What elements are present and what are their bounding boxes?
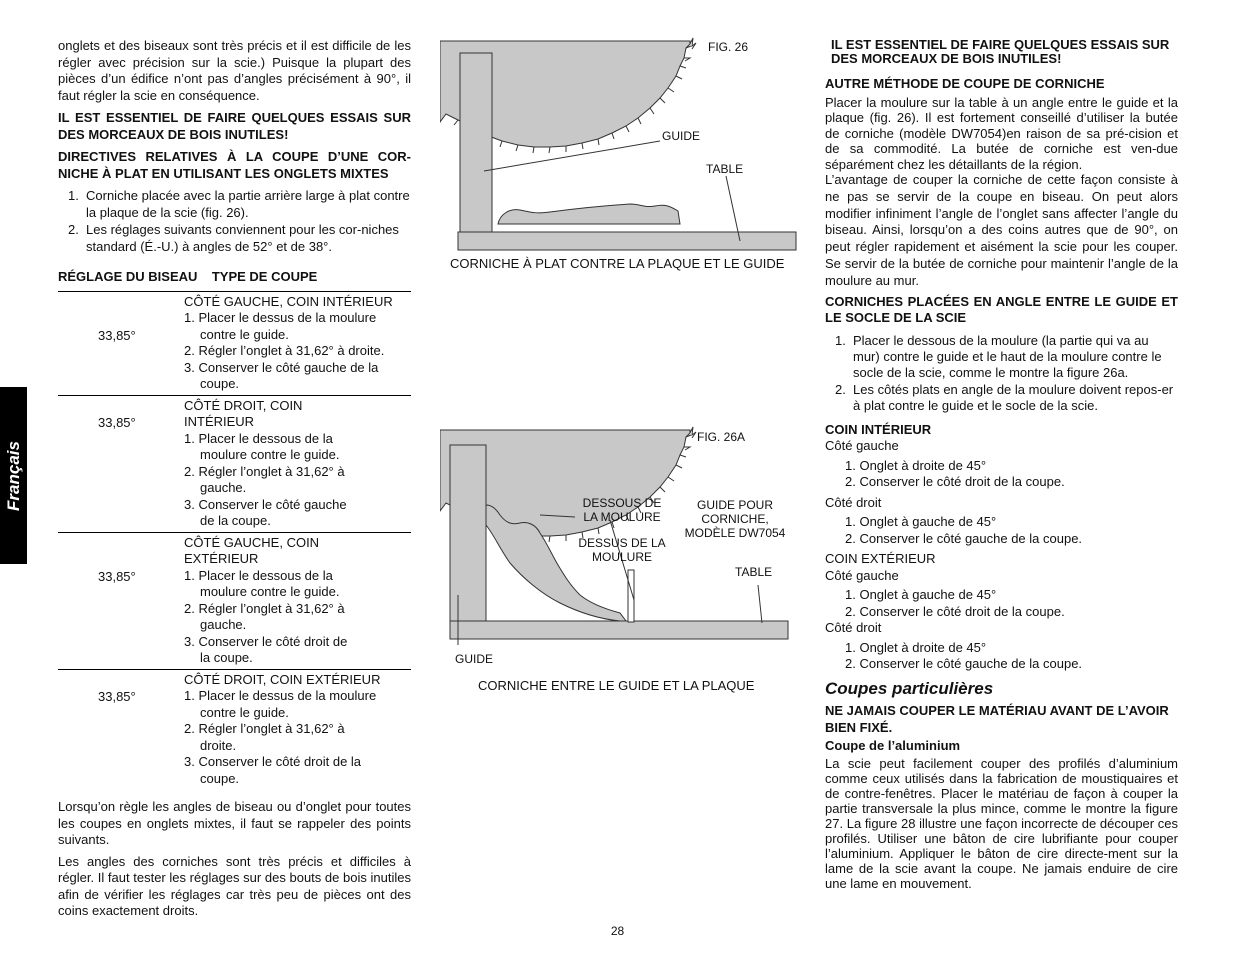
outro-paragraph-1: Lorsqu’on règle les angles de biseau ou d’onglet pour toutes les coupes en onglets mixtes, il faut se rappeler des points suivants.: [58, 799, 411, 847]
degree-cell: 33,85°: [58, 669, 184, 789]
table-row: [58, 395, 411, 532]
fig26a-dessous-label: DESSOUS DE LA MOULURE: [582, 496, 662, 524]
list-item: 1. Onglet à gauche de 45°: [845, 514, 997, 530]
angle-list: [825, 333, 1178, 414]
table-plate: [450, 621, 788, 639]
cote-gauche-label: Côté gauche: [825, 567, 899, 583]
table-row: [58, 669, 411, 789]
cote-droit-label: Côté droit: [825, 620, 882, 636]
fig26a-label: FIG. 26A: [697, 430, 746, 444]
table-plate: [458, 232, 796, 250]
bevel-table: [58, 291, 411, 790]
ce-droit-list: [825, 640, 1178, 673]
type-cell: CÔTÉ GAUCHE, COIN INTÉRIEUR 1. Placer le dessus de la moulure contre le guide. 2. Régler l’onglet à 31,62° à droite. 3. Conserver le côté gauche de la coupe.: [184, 291, 411, 395]
autre-heading: AUTRE MÉTHODE DE COUPE DE CORNICHE: [825, 76, 1105, 91]
left-column: [58, 38, 411, 925]
fig26-table-label: TABLE: [706, 162, 744, 176]
fig26a-table-label: TABLE: [735, 565, 773, 579]
fig26-guide-label: GUIDE: [662, 129, 701, 143]
warning-text: IL EST ESSENTIEL DE FAIRE QUELQUES ESSAIS SUR DES MORCEAUX DE BOIS INUTILES!: [831, 37, 1170, 66]
intro-paragraph: onglets et des biseaux sont très précis et il est difficile de les régler avec précision sur la scie.) Puisque la plupart des pièces d’un édifice n’ont pas d’angles précisément à 90°, il faut régler la scie en conséquence.: [58, 38, 411, 103]
crown-molding: [498, 204, 680, 224]
fig26a-guide-pour-label: GUIDE POUR CORNICHE, MODÈLE DW7054: [684, 498, 786, 540]
ne-jamais-warning: NE JAMAIS COUPER LE MATÉRIAU AVANT DE L’AVOIR BIEN FIXÉ.: [825, 703, 1169, 735]
list-item: 2. Les côtés plats en angle de la moulure doivent repos-er à plat contre le guide et le socle de la scie.: [835, 381, 1174, 413]
list-item: 2. Conserver le côté gauche de la coupe.: [845, 530, 1083, 546]
degree-cell: 33,85°: [58, 532, 184, 669]
coin-exterieur-heading: COIN EXTÉRIEUR: [825, 551, 936, 567]
ce-gauche-list: [825, 587, 1178, 620]
ci-droit-list: [825, 514, 1178, 547]
fig26a-dessus-label: DESSUS DE LA MOULURE: [578, 536, 666, 564]
table-row: [58, 291, 411, 395]
degree-cell: 33,85°: [58, 291, 184, 395]
warning-text: IL EST ESSENTIEL DE FAIRE QUELQUES ESSAIS SUR DES MORCEAUX DE BOIS INUTILES!: [58, 110, 411, 142]
outro-paragraph-2: Les angles des corniches sont très précis et difficiles à régler. Il faut tester les réglages sur des bouts de bois inutiles afin de vérifier les réglages car très peu de pièces ont des coins exactement droits.: [58, 853, 411, 918]
type-cell: CÔTÉ DROIT, COIN INTÉRIEUR 1. Placer le dessous de la moulure contre le guide. 2. Régler l’onglet à 31,62° à gauche. 3. Conserver le côté gauche de la coupe.: [184, 395, 411, 532]
list-item: 1. Corniche placée avec la partie arrière large à plat contre la plaque de la scie (fig. 26).: [68, 188, 410, 220]
fence: [450, 445, 486, 622]
table-leader: [726, 176, 740, 241]
fig26a-caption: CORNICHE ENTRE LE GUIDE ET LA PLAQUE: [478, 678, 755, 693]
coin-interieur-heading: COIN INTÉRIEUR: [825, 421, 932, 437]
type-cell: CÔTÉ GAUCHE, COIN EXTÉRIEUR 1. Placer le dessous de la moulure contre le guide. 2. Régler l’onglet à 31,62° à gauche. 3. Conserver le côté droit de la coupe.: [184, 532, 411, 669]
ci-gauche-list: [825, 458, 1178, 491]
degree-cell: 33,85°: [58, 395, 184, 532]
aluminium-paragraph: La scie peut facilement couper des profilés d’aluminium comme ceux utilisés dans la fabrication de moustiquaires et de contre-fenêtres. Placer le matériau de façon à couper la partie transversale la plus mince, comme le montre la figure 27. La figure 28 illustre une façon incorrecte de découper ces profilés. Utiliser une bâton de cire lubrifiante pour couper l’aluminium. Appliquer le bâton de cire directe-ment sur la lame de la scie avant la coupe. Ne jamais enduire de cire une lame en mouvement.: [825, 755, 1178, 891]
list-item: 2. Les réglages suivants conviennent pour les cor-niches standard (É.-U.) à angles de 52° et de 38°.: [68, 222, 399, 254]
autre-paragraph-2: L’avantage de couper la corniche de cette façon consiste à ne pas se servir de la coupe en biseau. On peut alors modifier infiniment l’angle de l’onglet sans affecter l’angle du biseau. Ainsi, lorsqu’on a des coins autres que de 90°, on peut régler rapidement et aisément la scie pour les couper. Se servir de la butée de corniche pour maintenir l’angle de la moulure au mur.: [825, 172, 1178, 288]
guide-leader: [484, 141, 660, 171]
fence: [460, 53, 492, 233]
list-item: 1. Onglet à droite de 45°: [845, 639, 987, 655]
list-item: 1. Onglet à gauche de 45°: [845, 587, 997, 603]
directives-list: [58, 188, 411, 255]
fig26-illustration: [440, 36, 800, 256]
angle-heading: CORNICHES PLACÉES EN ANGLE ENTRE LE GUIDE ET LE SOCLE DE LA SCIE: [825, 293, 1178, 326]
autre-paragraph-1: Placer la moulure sur la table à un angle entre le guide et la plaque (fig. 26). Il est fortement conseillé d’utiliser la butée de corniche (modèle DW7054)en raison de sa pré-cision et de sa commodité. La butée de corniche est ven-due séparément chez les détaillants de la région.: [825, 94, 1178, 172]
cote-gauche-label: Côté gauche: [825, 438, 899, 454]
page-number: 28: [610, 924, 625, 938]
cote-droit-label: Côté droit: [825, 494, 882, 510]
list-item: 1. Onglet à droite de 45°: [845, 457, 987, 473]
list-item: 2. Conserver le côté droit de la coupe.: [845, 603, 1065, 619]
fig26-label: FIG. 26: [708, 40, 749, 54]
list-item: 2. Conserver le côté droit de la coupe.: [845, 474, 1065, 490]
language-tab-label: Français: [3, 440, 23, 511]
directives-heading: DIRECTIVES RELATIVES À LA COUPE D’UNE COR-NICHE À PLAT EN UTILISANT LES ONGLETS MIXTES: [58, 149, 411, 181]
table-leader: [758, 585, 762, 623]
aluminium-heading: Coupe de l’aluminium: [825, 738, 961, 754]
fig26-caption: CORNICHE À PLAT CONTRE LA PLAQUE ET LE GUIDE: [450, 256, 785, 271]
fig26a-guide-label: GUIDE: [455, 652, 494, 666]
coupes-heading: Coupes particulières: [825, 678, 994, 698]
table-heading: RÉGLAGE DU BISEAU TYPE DE COUPE: [58, 269, 318, 284]
language-tab: [0, 387, 27, 564]
table-row: [58, 532, 411, 669]
list-item: 2. Conserver le côté gauche de la coupe.: [845, 656, 1083, 672]
list-item: 1. Placer le dessous de la moulure (la partie qui va au mur) contre le guide et le haut de la moulure contre le socle de la scie, comme le montre la figure 26a.: [835, 332, 1162, 380]
type-cell: CÔTÉ DROIT, COIN EXTÉRIEUR 1. Placer le dessus de la moulure contre le guide. 2. Régler l’onglet à 31,62° à droite. 3. Conserver le côté droit de la coupe.: [184, 669, 411, 789]
right-column: [825, 38, 1178, 896]
